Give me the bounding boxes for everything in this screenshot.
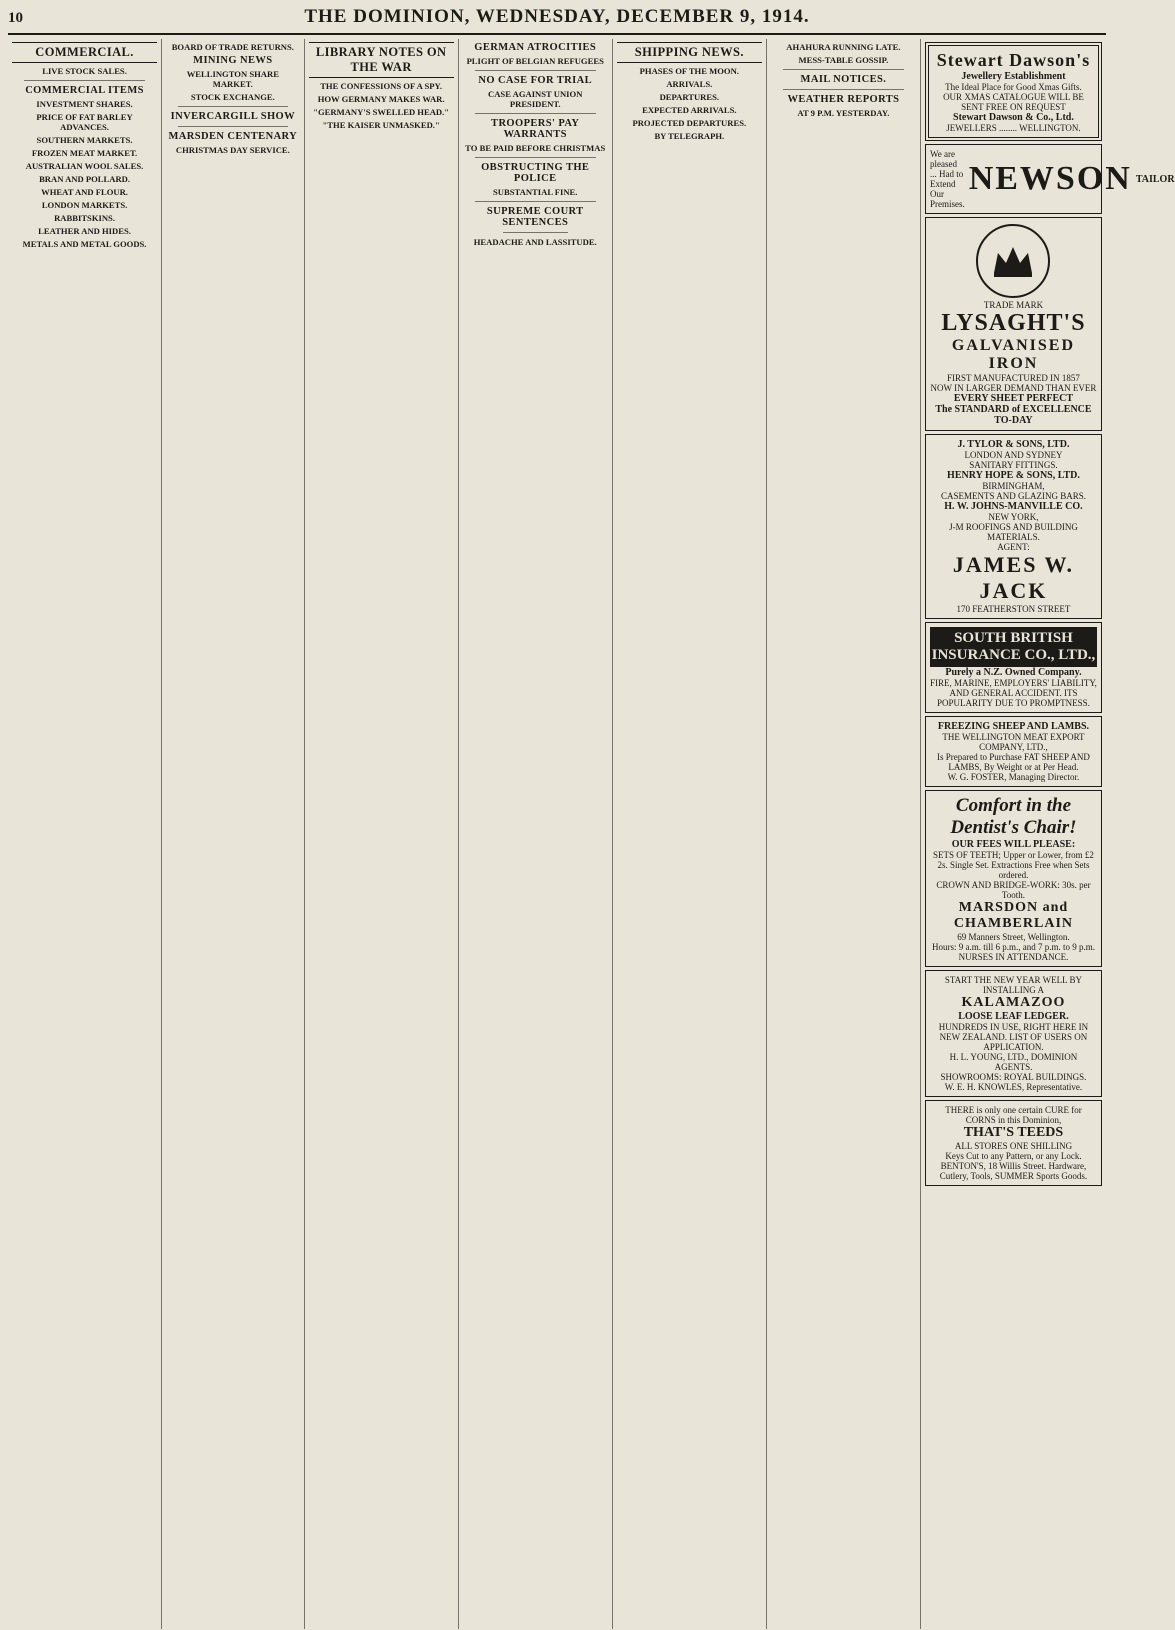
ad-agent-name: JAMES W. JACK (952, 552, 1075, 603)
article-heading: COMMERCIAL ITEMS (25, 85, 144, 96)
article-subheading: SUBSTANTIAL FINE. (493, 187, 578, 197)
article-heading: EXPECTED ARRIVALS. (642, 105, 737, 115)
ad-badge: ALL STORES ONE SHILLING (954, 1141, 1073, 1151)
article-subheading: PHASES OF THE MOON. (639, 66, 739, 76)
ad-title: Stewart Dawson's (936, 50, 1091, 70)
ad-south-british: SOUTH BRITISH INSURANCE CO., LTD., Purely a N.Z. Owned Company. FIRE, MARINE, EMPLOYERS' LIABILITY, AND GENERAL ACCIDENT. ITS POPULARITY DUE TO PROMPTNESS. (925, 622, 1102, 713)
article-heading: PRICE OF FAT BARLEY ADVANCES. (36, 112, 133, 132)
ad-teeds: THERE is only one certain CURE for CORNS in this Dominion, THAT'S TEEDS ALL STORES ONE SHILLING Keys Cut to any Pattern, or any Lock. BENTON'S, 18 Willis Street. Hardware, Cutlery, Tools, SUMMER Sports Goods. (925, 1100, 1102, 1186)
article-heading: AHAHURA RUNNING LATE. (786, 42, 901, 52)
article-subheading: THE CONFESSIONS OF A SPY. (320, 81, 443, 91)
ad-newson-name: NEWSON (968, 160, 1132, 197)
ad-stewart-dawson (925, 42, 1102, 141)
ad-lysaght-mark: TRADE MARK (983, 300, 1044, 310)
ad-newson (925, 144, 1175, 214)
ad-freezing: FREEZING SHEEP AND LAMBS. THE WELLINGTON MEAT EXPORT COMPANY, LTD., Is Prepared to Purchase FAT SHEEP AND LAMBS, By Weight or at Per Head. W. G. FOSTER, Managing Director. (925, 716, 1102, 787)
article-heading: INVERCARGILL SHOW (170, 111, 296, 122)
ad-city: JEWELLERS ........ WELLINGTON. (946, 123, 1081, 133)
article-heading: FROZEN MEAT MARKET. (31, 148, 138, 158)
masthead (8, 6, 1106, 35)
article-subheading: PLIGHT OF BELGIAN REFUGEES (466, 56, 604, 66)
ad-tagline: The Ideal Place for Good Xmas Gifts. (945, 82, 1082, 92)
crown-emblem-icon (976, 224, 1050, 298)
article-heading: MAIL NOTICES. (800, 74, 887, 85)
column-library-notes (305, 39, 459, 1629)
article-heading: BRAN AND POLLARD. (39, 174, 131, 184)
article-subheading: AT 9 P.M. YESTERDAY. (797, 108, 890, 118)
article-heading: BY TELEGRAPH. (654, 131, 725, 141)
article-heading: MESS-TABLE GOSSIP. (798, 55, 889, 65)
ad-dentist: Comfort in the Dentist's Chair! OUR FEES WILL PLEASE: SETS OF TEETH; Upper or Lower, from £2 2s. Single Set. Extractions Free when Sets ordered. CROWN AND BRIDGE-WORK: 30s. per Tooth. MARSDON and CHAMBERLAIN 69 Manners Street, Wellington. Hours: 9 a.m. till 6 p.m., and 7 p.m. to 9 p.m. NURSES IN ATTENDANCE. (925, 790, 1102, 967)
masthead-title: THE DOMINION, WEDNESDAY, DECEMBER 9, 1914. (304, 6, 810, 27)
article-heading: LEATHER AND HIDES. (38, 226, 131, 236)
article-heading: AUSTRALIAN WOOL SALES. (25, 161, 144, 171)
ad-tylor: J. TYLOR & SONS, LTD. LONDON AND SYDNEY SANITARY FITTINGS. HENRY HOPE & SONS, LTD. BIRMINGHAM, CASEMENTS AND GLAZING BARS. H. W. JOHNS-MANVILLE CO. NEW YORK, J-M ROOFINGS AND BUILDING MATERIALS. AGENT: JAMES W. JACK 170 FEATHERSTON STREET (925, 434, 1102, 619)
ad-lysaght-galv: GALVANISED IRON (951, 337, 1076, 372)
article-heading: SUPREME COURT SENTENCES (486, 206, 584, 228)
article-heading: HOW GERMANY MAKES WAR. (317, 94, 445, 104)
article-heading: HEADACHE AND LASSITUDE. (473, 237, 597, 247)
ad-catalogue: OUR XMAS CATALOGUE WILL BE SENT FREE ON REQUEST (943, 92, 1084, 112)
ad-lysaght: TRADE MARK LYSAGHT'S GALVANISED IRON FIRST MANUFACTURED IN 1857 NOW IN LARGER DEMAND THAN EVER EVERY SHEET PERFECT The STANDARD of EXCELLENCE TO-DAY (925, 217, 1102, 431)
article-heading: LIVE STOCK SALES. (42, 66, 127, 76)
page-number: 10 (8, 10, 23, 26)
column-commercial (8, 39, 162, 1629)
column-shipping-cont (767, 39, 921, 1629)
article-subheading: CASE AGAINST UNION PRESIDENT. (488, 89, 583, 109)
article-heading: MINING NEWS (193, 55, 273, 66)
ad-firm: Stewart Dawson & Co., Ltd. (953, 112, 1074, 123)
article-heading: METALS AND METAL GOODS. (22, 239, 147, 249)
column-shipping (613, 39, 767, 1629)
article-subheading: CHRISTMAS DAY SERVICE. (175, 145, 290, 155)
article-heading: LONDON MARKETS. (41, 200, 128, 210)
section-heading: COMMERCIAL. (12, 42, 157, 63)
ad-newson-tailor: TAILOR (1135, 173, 1175, 185)
article-heading: NO CASE FOR TRIAL (478, 75, 593, 86)
article-heading: PROJECTED DEPARTURES. (632, 118, 747, 128)
column-advertisements (921, 39, 1175, 1629)
article-heading: RABBITSKINS. (54, 213, 115, 223)
article-subheading: TO BE PAID BEFORE CHRISTMAS (465, 143, 606, 153)
section-heading: SHIPPING NEWS. (617, 42, 762, 63)
ad-subtitle: Jewellery Establishment (961, 71, 1066, 82)
article-heading: TROOPERS' PAY WARRANTS (491, 118, 580, 140)
article-heading: OBSTRUCTING THE POLICE (481, 162, 590, 184)
article-heading: ARRIVALS. (666, 79, 713, 89)
ad-lysaght-name: LYSAGHT'S (941, 310, 1086, 336)
column-markets (162, 39, 304, 1629)
article-heading: WEATHER REPORTS (787, 94, 900, 105)
article-heading: DEPARTURES. (659, 92, 720, 102)
article-heading: "THE KAISER UNMASKED." (322, 120, 440, 130)
article-heading: LIBRARY NOTES ON THE WAR (309, 42, 454, 78)
article-subheading: INVESTMENT SHARES. (36, 99, 133, 109)
article-heading: BOARD OF TRADE RETURNS. (171, 42, 294, 52)
article-heading: WHEAT AND FLOUR. (41, 187, 128, 197)
article-heading: SOUTHERN MARKETS. (36, 135, 133, 145)
article-heading: MARSDEN CENTENARY (168, 131, 298, 142)
ad-newson-text: We are pleased ... Had to Extend Our Premises. (929, 149, 965, 209)
column-news (459, 39, 613, 1629)
ad-kalamazoo: START THE NEW YEAR WELL BY INSTALLING A KALAMAZOO LOOSE LEAF LEDGER. HUNDREDS IN USE, RIGHT HERE IN NEW ZEALAND. LIST OF USERS ON APPLICATION. H. L. YOUNG, LTD., DOMINION AGENTS. SHOWROOMS: ROYAL BUILDINGS. W. E. H. KNOWLES, Representative. (925, 970, 1102, 1097)
article-heading: STOCK EXCHANGE. (190, 92, 275, 102)
article-subheading: WELLINGTON SHARE MARKET. (186, 69, 279, 89)
article-heading: GERMAN ATROCITIES (474, 42, 597, 53)
article-heading: "GERMANY'S SWELLED HEAD." (313, 107, 450, 117)
